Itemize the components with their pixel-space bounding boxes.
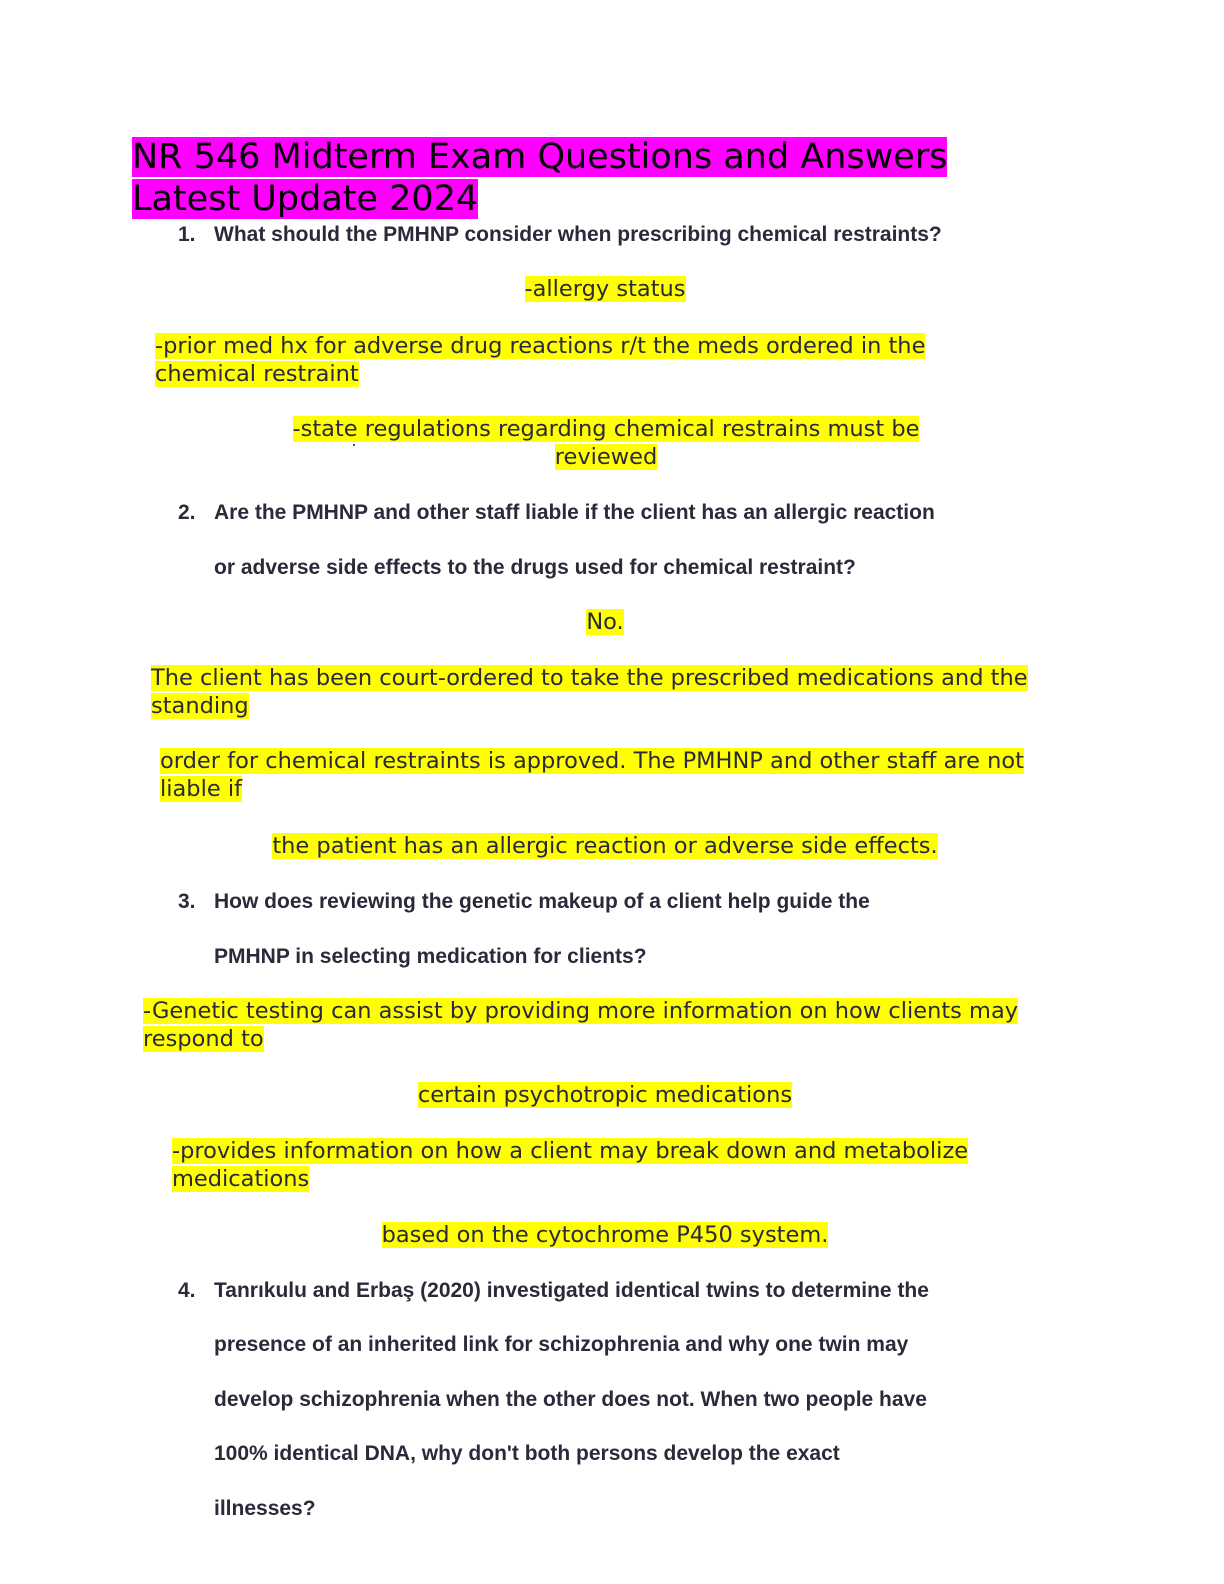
question-text: What should the PMHNP consider when prescribing chemical restraints?	[214, 223, 942, 246]
answer-text: order for chemical restraints is approved. The PMHNP and other staff are not liable if	[160, 748, 1024, 802]
document-title	[132, 136, 1032, 220]
answer-text: based on the cytochrome P450 system.	[381, 1222, 829, 1248]
answer-text: the patient has an allergic reaction or adverse side effects.	[272, 833, 938, 859]
question-text: PMHNP in selecting medication for clients?	[214, 945, 647, 968]
question-number: 2.	[178, 501, 196, 524]
answer-text: -state regulations regarding chemical restrains must be reviewed	[292, 416, 920, 470]
question-text: or adverse side effects to the drugs used for chemical restraint?	[214, 556, 856, 579]
question-text: Are the PMHNP and other staff liable if the client has an allergic reaction	[214, 501, 935, 524]
answer-text: -allergy status	[524, 276, 686, 302]
answer-text: certain psychotropic medications	[417, 1082, 793, 1108]
answer-text: -provides information on how a client may break down and metabolize medications	[172, 1138, 969, 1192]
question-number: 1.	[178, 223, 196, 246]
answer-text: The client has been court-ordered to take the prescribed medications and the standing	[151, 665, 1028, 719]
question-text: How does reviewing the genetic makeup of a client help guide the	[214, 890, 870, 913]
question-text: develop schizophrenia when the other does not. When two people have	[214, 1388, 927, 1411]
answer-text: No.	[586, 609, 624, 635]
question-text: Tanrıkulu and Erbaş (2020) investigated identical twins to determine the	[214, 1279, 929, 1302]
stray-dot	[353, 444, 355, 446]
title-line-1: NR 546 Midterm Exam Questions and Answers	[132, 137, 948, 177]
question-text: illnesses?	[214, 1497, 316, 1520]
question-text: presence of an inherited link for schizophrenia and why one twin may	[214, 1333, 909, 1356]
question-text: 100% identical DNA, why don't both persons develop the exact	[214, 1442, 840, 1465]
question-number: 3.	[178, 890, 196, 913]
answer-text: -Genetic testing can assist by providing more information on how clients may respond to	[143, 998, 1019, 1052]
question-number: 4.	[178, 1279, 196, 1302]
answer-text: -prior med hx for adverse drug reactions r/t the meds ordered in the chemical restraint	[155, 333, 926, 387]
title-line-2: Latest Update 2024	[132, 179, 479, 219]
